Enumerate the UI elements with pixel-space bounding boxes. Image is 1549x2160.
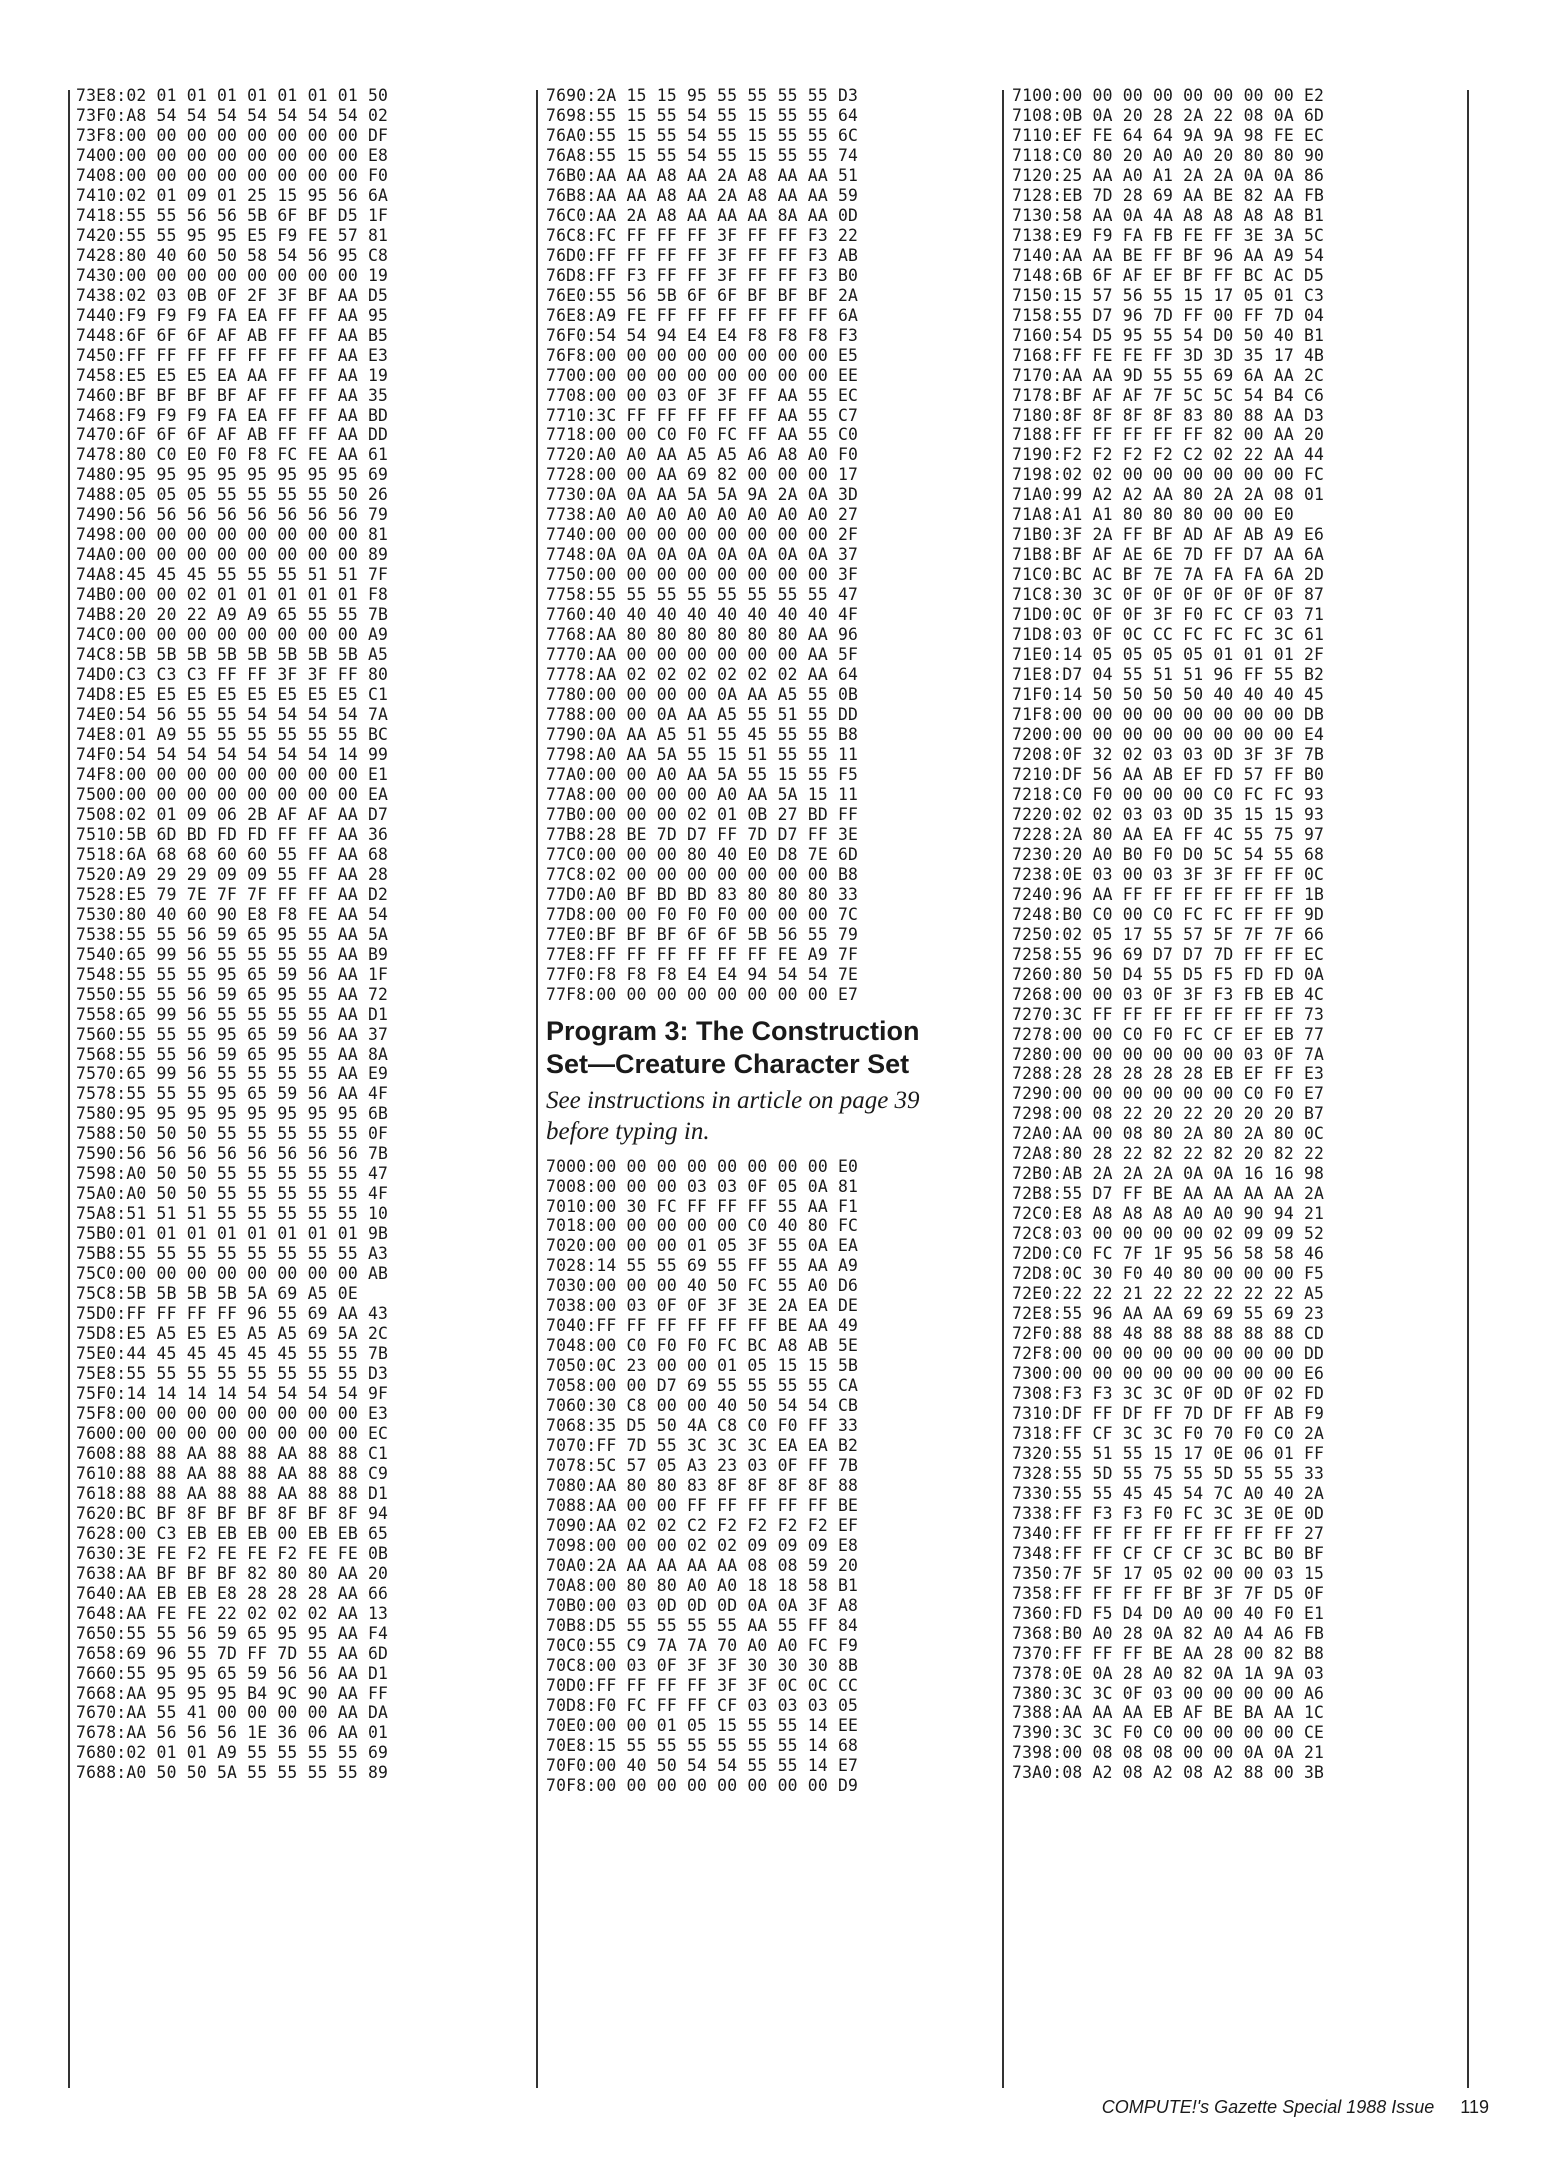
listing-line: 7430:00 00 00 00 00 00 00 00 19 (76, 265, 389, 285)
listing-line: 70D0:FF FF FF FF 3F 3F 0C 0C CC (546, 1675, 859, 1695)
listing-line: 7250:02 05 17 55 57 5F 7F 7F 66 (1012, 924, 1325, 944)
listing-line: 7078:5C 57 05 A3 23 03 0F FF 7B (546, 1456, 859, 1476)
listing-line: 75E0:44 45 45 45 45 45 55 55 7B (76, 1344, 389, 1364)
listing-line: 7498:00 00 00 00 00 00 00 00 81 (76, 525, 389, 545)
listing-line: 7050:0C 23 00 00 01 05 15 15 5B (546, 1356, 859, 1376)
listing-line: 75B8:55 55 55 55 55 55 55 55 A3 (76, 1244, 389, 1264)
listing-line: 7490:56 56 56 56 56 56 56 56 79 (76, 505, 389, 525)
listing-line: 7708:00 00 03 0F 3F FF AA 55 EC (546, 385, 859, 405)
column-rule-1 (536, 90, 538, 2088)
listing-line: 70D8:F0 FC FF FF CF 03 03 03 05 (546, 1695, 859, 1715)
listing-line: 7398:00 08 08 08 00 00 0A 0A 21 (1012, 1743, 1325, 1763)
listing-line: 71C8:30 3C 0F 0F 0F 0F 0F 0F 87 (1012, 585, 1325, 605)
listing-line: 7538:55 55 56 59 65 95 55 AA 5A (76, 924, 389, 944)
listing-line: 7388:AA AA AA EB AF BE BA AA 1C (1012, 1703, 1325, 1723)
listing-line: 70C8:00 03 0F 3F 3F 30 30 30 8B (546, 1655, 859, 1675)
listing-line: 7138:E9 F9 FA FB FE FF 3E 3A 5C (1012, 225, 1325, 245)
listing-line: 7590:56 56 56 56 56 56 56 56 7B (76, 1144, 389, 1164)
listing-line: 7588:50 50 50 55 55 55 55 55 0F (76, 1124, 389, 1144)
listing-line: 7738:A0 A0 A0 A0 A0 A0 A0 A0 27 (546, 505, 859, 525)
listing-line: 74F0:54 54 54 54 54 54 54 14 99 (76, 744, 389, 764)
program-title-line2: Set—Creature Character Set (546, 1048, 910, 1079)
listing-line: 7170:AA AA 9D 55 55 69 6A AA 2C (1012, 365, 1325, 385)
listing-line: 7328:55 5D 55 75 55 5D 55 55 33 (1012, 1463, 1325, 1483)
listing-line: 77D0:A0 BF BD BD 83 80 80 80 33 (546, 884, 859, 904)
listing-line: 7348:FF FF CF CF CF 3C BC B0 BF (1012, 1543, 1325, 1563)
listing-line: 7508:02 01 09 06 2B AF AF AA D7 (76, 804, 389, 824)
page-number: 119 (1460, 2097, 1489, 2117)
listing-line: 7530:80 40 60 90 E8 F8 FE AA 54 (76, 904, 389, 924)
listing-line: 76A8:55 15 55 54 55 15 55 55 74 (546, 145, 859, 165)
listing-line: 77C8:02 00 00 00 00 00 00 00 B8 (546, 864, 859, 884)
listing-line: 7650:55 55 56 59 65 95 95 AA F4 (76, 1623, 389, 1643)
listing-line: 7740:00 00 00 00 00 00 00 00 2F (546, 525, 859, 545)
listing-line: 7698:55 15 55 54 55 15 55 55 64 (546, 105, 859, 125)
listing-line: 7718:00 00 C0 F0 FC FF AA 55 C0 (546, 425, 859, 445)
listing-line: 77D8:00 00 F0 F0 F0 00 00 00 7C (546, 904, 859, 924)
listing-line: 7408:00 00 00 00 00 00 00 00 F0 (76, 165, 389, 185)
listing-line: 7240:96 AA FF FF FF FF FF FF 1B (1012, 884, 1325, 904)
magazine-title: COMPUTE!'s Gazette Special 1988 Issue (1101, 2097, 1435, 2117)
listing-line: 7420:55 55 95 95 E5 F9 FE 57 81 (76, 225, 389, 245)
listing-line: 7720:A0 A0 AA A5 A5 A6 A8 A0 F0 (546, 445, 859, 465)
listing-line: 7338:FF F3 F3 F0 FC 3C 3E 0E 0D (1012, 1503, 1325, 1523)
listing-line: 7570:65 99 56 55 55 55 55 AA E9 (76, 1064, 389, 1084)
listing-line: 7730:0A 0A AA 5A 5A 9A 2A 0A 3D (546, 485, 859, 505)
listing-line: 7220:02 02 03 03 0D 35 15 15 93 (1012, 804, 1325, 824)
listing-line: 7748:0A 0A 0A 0A 0A 0A 0A 0A 37 (546, 545, 859, 565)
listing-line: 7640:AA EB EB E8 28 28 28 AA 66 (76, 1583, 389, 1603)
listing-line: 7760:40 40 40 40 40 40 40 40 4F (546, 605, 859, 625)
listing-line: 7350:7F 5F 17 05 02 00 00 03 15 (1012, 1563, 1325, 1583)
listing-line: 7700:00 00 00 00 00 00 00 00 EE (546, 365, 859, 385)
listing-line: 7258:55 96 69 D7 D7 7D FF FF EC (1012, 944, 1325, 964)
listing-line: 7610:88 88 AA 88 88 AA 88 88 C9 (76, 1463, 389, 1483)
listing-line: 7300:00 00 00 00 00 00 00 00 E6 (1012, 1364, 1325, 1383)
listing-line: 7678:AA 56 56 56 1E 36 06 AA 01 (76, 1723, 389, 1743)
listing-line: 7480:95 95 95 95 95 95 95 95 69 (76, 465, 389, 485)
listing-line: 7340:FF FF FF FF FF FF FF FF 27 (1012, 1523, 1325, 1543)
listing-line: 7768:AA 80 80 80 80 80 80 AA 96 (546, 625, 859, 645)
listing-line: 70F0:00 40 50 54 54 55 55 14 E7 (546, 1755, 859, 1775)
listing-line: 7658:69 96 55 7D FF 7D 55 AA 6D (76, 1643, 389, 1663)
listing-line: 72F8:00 00 00 00 00 00 00 00 DD (1012, 1344, 1325, 1364)
listing-line: 7798:A0 AA 5A 55 15 51 55 55 11 (546, 744, 859, 764)
listing-line: 7040:FF FF FF FF FF FF BE AA 49 (546, 1316, 859, 1336)
listing-line: 74D8:E5 E5 E5 E5 E5 E5 E5 E5 C1 (76, 685, 389, 705)
listing-line: 7758:55 55 55 55 55 55 55 55 47 (546, 585, 859, 605)
listing-line: 77F8:00 00 00 00 00 00 00 00 E7 (546, 984, 859, 1004)
listing-line: 77B8:28 BE 7D D7 FF 7D D7 FF 3E (546, 824, 859, 844)
listing-line: 72F0:88 88 48 88 88 88 88 88 CD (1012, 1324, 1325, 1344)
listing-line: 7380:3C 3C 0F 03 00 00 00 00 A6 (1012, 1683, 1325, 1703)
listing-line: 7390:3C 3C F0 C0 00 00 00 00 CE (1012, 1723, 1325, 1743)
listing-line: 7418:55 55 56 56 5B 6F BF D5 1F (76, 205, 389, 225)
listing-line: 72E8:55 96 AA AA 69 69 55 69 23 (1012, 1304, 1325, 1324)
listing-line: 7058:00 00 D7 69 55 55 55 55 CA (546, 1376, 859, 1396)
listing-line: 7218:C0 F0 00 00 00 C0 FC FC 93 (1012, 784, 1325, 804)
listing-line: 7550:55 55 56 59 65 95 55 AA 72 (76, 984, 389, 1004)
listing-line: 7648:AA FE FE 22 02 02 02 AA 13 (76, 1603, 389, 1623)
program-title (546, 1015, 986, 1048)
listing-line: 7470:6F 6F 6F AF AB FF FF AA DD (76, 425, 389, 445)
listing-line: 70F8:00 00 00 00 00 00 00 00 D9 (546, 1775, 859, 1795)
listing-line: 72A8:80 28 22 82 22 82 20 82 22 (1012, 1144, 1325, 1164)
listing-line: 73F0:A8 54 54 54 54 54 54 54 02 (76, 105, 389, 125)
listing-line: 7598:A0 50 50 55 55 55 55 55 47 (76, 1164, 389, 1184)
listing-line: 7140:AA AA BE FF BF 96 AA A9 54 (1012, 245, 1325, 265)
listing-line: 7778:AA 02 02 02 02 02 02 AA 64 (546, 665, 859, 685)
listing-line: 7148:6B 6F AF EF BF FF BC AC D5 (1012, 265, 1325, 285)
listing-line: 7440:F9 F9 F9 FA EA FF FF AA 95 (76, 305, 389, 325)
listing-line: 7008:00 00 00 03 03 0F 05 0A 81 (546, 1176, 859, 1196)
listing-line: 7628:00 C3 EB EB EB 00 EB EB 65 (76, 1523, 389, 1543)
listing-line: 75A8:51 51 51 55 55 55 55 55 10 (76, 1204, 389, 1224)
listing-line: 7438:02 03 0B 0F 2F 3F BF AA D5 (76, 285, 389, 305)
listing-line: 7160:54 D5 95 55 54 D0 50 40 B1 (1012, 325, 1325, 345)
listing-line: 7368:B0 A0 28 0A 82 A0 A4 A6 FB (1012, 1623, 1325, 1643)
listing-line: 7630:3E FE F2 FE FE F2 FE FE 0B (76, 1543, 389, 1563)
listing-line: 74B8:20 20 22 A9 A9 65 55 55 7B (76, 605, 389, 625)
listing-line: 7000:00 00 00 00 00 00 00 00 E0 (546, 1156, 859, 1176)
listing-line: 7520:A9 29 29 09 09 55 FF AA 28 (76, 864, 389, 884)
listing-line: 7238:0E 03 00 03 3F 3F FF FF 0C (1012, 864, 1325, 884)
listing-line: 74E0:54 56 55 55 54 54 54 54 7A (76, 705, 389, 725)
listing-line: 71C0:BC AC BF 7E 7A FA FA 6A 2D (1012, 565, 1325, 585)
listing-line: 7228:2A 80 AA EA FF 4C 55 75 97 (1012, 824, 1325, 844)
listing-line: 7670:AA 55 41 00 00 00 00 AA DA (76, 1703, 389, 1723)
listing-line: 71A0:99 A2 A2 AA 80 2A 2A 08 01 (1012, 485, 1325, 505)
listing-line: 76E0:55 56 5B 6F 6F BF BF BF 2A (546, 285, 859, 305)
listing-line: 7210:DF 56 AA AB EF FD 57 FF B0 (1012, 764, 1325, 784)
listing-line: 7080:AA 80 80 83 8F 8F 8F 8F 88 (546, 1476, 859, 1496)
listing-line: 76C8:FC FF FF FF 3F FF FF F3 22 (546, 225, 859, 245)
listing-line: 7060:30 C8 00 00 40 50 54 54 CB (546, 1396, 859, 1416)
listing-line: 7540:65 99 56 55 55 55 55 AA B9 (76, 944, 389, 964)
listing-line: 7450:FF FF FF FF FF FF FF AA E3 (76, 345, 389, 365)
listing-line: 74B0:00 00 02 01 01 01 01 01 F8 (76, 585, 389, 605)
listing-line: 76B0:AA AA A8 AA 2A A8 AA AA 51 (546, 165, 859, 185)
listing-line: 7038:00 03 0F 0F 3F 3E 2A EA DE (546, 1296, 859, 1316)
listing-line: 75D0:FF FF FF FF 96 55 69 AA 43 (76, 1304, 389, 1324)
listing-line: 7458:E5 E5 E5 EA AA FF FF AA 19 (76, 365, 389, 385)
column-rule-left (68, 90, 70, 2088)
listing-line: 7560:55 55 55 95 65 59 56 AA 37 (76, 1024, 389, 1044)
listing-column-2 (546, 86, 986, 1796)
listing-line: 7278:00 00 C0 F0 FC CF EF EB 77 (1012, 1024, 1325, 1044)
listing-line: 7070:FF 7D 55 3C 3C 3C EA EA B2 (546, 1436, 859, 1456)
listing-line: 7638:AA BF BF BF 82 80 80 AA 20 (76, 1563, 389, 1583)
listing-line: 7378:0E 0A 28 A0 82 0A 1A 9A 03 (1012, 1663, 1325, 1683)
listing-line: 7100:00 00 00 00 00 00 00 00 E2 (1012, 86, 1325, 105)
listing-line: 7510:5B 6D BD FD FD FF FF AA 36 (76, 824, 389, 844)
listing-line: 77B0:00 00 00 02 01 0B 27 BD FF (546, 804, 859, 824)
listing-line: 74A0:00 00 00 00 00 00 00 00 89 (76, 545, 389, 565)
listing-line: 70E8:15 55 55 55 55 55 55 14 68 (546, 1735, 859, 1755)
listing-line: 7018:00 00 00 00 00 C0 40 80 FC (546, 1216, 859, 1236)
listing-line: 76F0:54 54 94 E4 E4 F8 F8 F8 F3 (546, 325, 859, 345)
listing-line: 71E8:D7 04 55 51 51 96 FF 55 B2 (1012, 665, 1325, 685)
listing-line: 70A0:2A AA AA AA AA 08 08 59 20 (546, 1555, 859, 1575)
listing-line: 7428:80 40 60 50 58 54 56 95 C8 (76, 245, 389, 265)
column-rule-right (1467, 90, 1469, 2088)
listing-line: 71F8:00 00 00 00 00 00 00 00 DB (1012, 705, 1325, 725)
listing-line: 7600:00 00 00 00 00 00 00 00 EC (76, 1423, 389, 1443)
listing-line: 7710:3C FF FF FF FF FF AA 55 C7 (546, 405, 859, 425)
listing-line: 77F0:F8 F8 F8 E4 E4 94 54 54 7E (546, 964, 859, 984)
listing-line: 7188:FF FF FF FF FF 82 00 AA 20 (1012, 425, 1325, 445)
listing-line: 75F0:14 14 14 14 54 54 54 54 9F (76, 1383, 389, 1403)
listing-line: 7410:02 01 09 01 25 15 95 56 6A (76, 185, 389, 205)
listing-line: 7290:00 00 00 00 00 00 C0 F0 E7 (1012, 1084, 1325, 1104)
listing-line: 7230:20 A0 B0 F0 D0 5C 54 55 68 (1012, 844, 1325, 864)
listing-line: 7168:FF FE FE FF 3D 3D 35 17 4B (1012, 345, 1325, 365)
listing-line: 75A0:A0 50 50 55 55 55 55 55 4F (76, 1184, 389, 1204)
listing-line: 7200:00 00 00 00 00 00 00 00 E4 (1012, 725, 1325, 744)
listing-line: 7330:55 55 45 45 54 7C A0 40 2A (1012, 1483, 1325, 1503)
listing-line: 7180:8F 8F 8F 8F 83 80 88 AA D3 (1012, 405, 1325, 425)
listing-line: 7048:00 C0 F0 F0 FC BC A8 AB 5E (546, 1336, 859, 1356)
listing-line: 7518:6A 68 68 60 60 55 FF AA 68 (76, 844, 389, 864)
listing-line: 74D0:C3 C3 C3 FF FF 3F 3F FF 80 (76, 665, 389, 685)
listing-line: 7280:00 00 00 00 00 00 03 0F 7A (1012, 1044, 1325, 1064)
listing-line: 7010:00 30 FC FF FF FF 55 AA F1 (546, 1196, 859, 1216)
listing-line: 7448:6F 6F 6F AF AB FF FF AA B5 (76, 325, 389, 345)
listing-line: 7568:55 55 56 59 65 95 55 AA 8A (76, 1044, 389, 1064)
listing-line: 7308:F3 F3 3C 3C 0F 0D 0F 02 FD (1012, 1383, 1325, 1403)
listing-line: 7118:C0 80 20 A0 A0 20 80 80 90 (1012, 145, 1325, 165)
listing-line: 75C8:5B 5B 5B 5B 5A 69 A5 0E (76, 1284, 358, 1304)
listing-line: 7580:95 95 95 95 95 95 95 95 6B (76, 1104, 389, 1124)
listing-column-3 (1012, 86, 1452, 1783)
listing-line: 7400:00 00 00 00 00 00 00 00 E8 (76, 145, 389, 165)
listing-line: 7608:88 88 AA 88 88 AA 88 88 C1 (76, 1443, 389, 1463)
listing-line: 7690:2A 15 15 95 55 55 55 55 D3 (546, 86, 859, 105)
listing-line: 7068:35 D5 50 4A C8 C0 F0 FF 33 (546, 1416, 859, 1436)
listing-line: 71E0:14 05 05 05 05 01 01 01 2F (1012, 645, 1325, 665)
listing-line: 72D0:C0 FC 7F 1F 95 56 58 58 46 (1012, 1244, 1325, 1264)
listing-line: 7788:00 00 0A AA A5 55 51 55 DD (546, 705, 859, 725)
listing-line: 7358:FF FF FF FF BF 3F 7F D5 0F (1012, 1583, 1325, 1603)
listing-line: 74F8:00 00 00 00 00 00 00 00 E1 (76, 764, 389, 784)
listing-line: 77A0:00 00 A0 AA 5A 55 15 55 F5 (546, 764, 859, 784)
listing-line: 7310:DF FF DF FF 7D DF FF AB F9 (1012, 1403, 1325, 1423)
listing-line: 73F8:00 00 00 00 00 00 00 00 DF (76, 125, 389, 145)
listing-line: 7548:55 55 55 95 65 59 56 AA 1F (76, 964, 389, 984)
listing-line: 7208:0F 32 02 03 03 0D 3F 3F 7B (1012, 744, 1325, 764)
listing-line: 75B0:01 01 01 01 01 01 01 01 9B (76, 1224, 389, 1244)
listing-line: 74E8:01 A9 55 55 55 55 55 55 BC (76, 725, 389, 744)
listing-line: 70A8:00 80 80 A0 A0 18 18 58 B1 (546, 1575, 859, 1595)
listing-line: 76D8:FF F3 FF FF 3F FF FF F3 B0 (546, 265, 859, 285)
listing-lines-col2 (546, 86, 986, 1005)
listing-line: 7488:05 05 05 55 55 55 55 50 26 (76, 485, 389, 505)
listing-line: 7158:55 D7 96 7D FF 00 FF 7D 04 (1012, 305, 1325, 325)
listing-line: 7130:58 AA 0A 4A A8 A8 A8 A8 B1 (1012, 205, 1325, 225)
listing-line: 7268:00 00 03 0F 3F F3 FB EB 4C (1012, 984, 1325, 1004)
page-footer (1102, 2097, 1489, 2118)
listing-line: 77E8:FF FF FF FF FF FF FE A9 7F (546, 944, 859, 964)
listing-line: 76F8:00 00 00 00 00 00 00 00 E5 (546, 345, 859, 365)
listing-line: 70B0:00 03 0D 0D 0D 0A 0A 3F A8 (546, 1595, 859, 1615)
listing-line: 7030:00 00 00 40 50 FC 55 A0 D6 (546, 1276, 859, 1296)
listing-line: 7370:FF FF FF BE AA 28 00 82 B8 (1012, 1643, 1325, 1663)
listing-line: 7770:AA 00 00 00 00 00 00 AA 5F (546, 645, 859, 665)
listing-line: 76E8:A9 FE FF FF FF FF FF FF 6A (546, 305, 859, 325)
listing-line: 7528:E5 79 7E 7F 7F FF FF AA D2 (76, 884, 389, 904)
listing-line: 72D8:0C 30 F0 40 80 00 00 00 F5 (1012, 1264, 1325, 1284)
listing-line: 7288:28 28 28 28 28 EB EF FF E3 (1012, 1064, 1325, 1084)
listing-line: 7178:BF AF AF 7F 5C 5C 54 B4 C6 (1012, 385, 1325, 405)
listing-line: 7660:55 95 95 65 59 56 56 AA D1 (76, 1663, 389, 1683)
listing-line: 7360:FD F5 D4 D0 A0 00 40 F0 E1 (1012, 1603, 1325, 1623)
listing-line: 76C0:AA 2A A8 AA AA AA 8A AA 0D (546, 205, 859, 225)
listing-line: 70C0:55 C9 7A 7A 70 A0 A0 FC F9 (546, 1635, 859, 1655)
listing-line: 7090:AA 02 02 C2 F2 F2 F2 F2 EF (546, 1516, 859, 1535)
listing-line: 71F0:14 50 50 50 50 40 40 40 45 (1012, 685, 1325, 705)
listing-line: 74C0:00 00 00 00 00 00 00 00 A9 (76, 625, 389, 645)
listing-line: 7478:80 C0 E0 F0 F8 FC FE AA 61 (76, 445, 389, 465)
listing-line: 7248:B0 C0 00 C0 FC FC FF FF 9D (1012, 904, 1325, 924)
listing-line: 71B8:BF AF AE 6E 7D FF D7 AA 6A (1012, 545, 1325, 565)
listing-line: 7108:0B 0A 20 28 2A 22 08 0A 6D (1012, 105, 1325, 125)
listing-line: 7620:BC BF 8F BF BF 8F BF 8F 94 (76, 1503, 389, 1523)
program-title-line1: The Construction (688, 1015, 920, 1046)
listing-lines-col2b (546, 1157, 986, 1796)
listing-line: 71A8:A1 A1 80 80 80 00 00 E0 (1012, 505, 1294, 525)
listing-line: 7098:00 00 00 02 02 09 09 09 E8 (546, 1535, 859, 1555)
listing-line: 74C8:5B 5B 5B 5B 5B 5B 5B 5B A5 (76, 645, 389, 665)
listing-column-1 (76, 86, 516, 1783)
listing-line: 71D8:03 0F 0C CC FC FC FC 3C 61 (1012, 625, 1325, 645)
listing-line: 7468:F9 F9 F9 FA EA FF FF AA BD (76, 405, 389, 425)
listing-line: 7028:14 55 55 69 55 FF 55 AA A9 (546, 1256, 859, 1276)
listing-line: 74A8:45 45 45 55 55 55 51 51 7F (76, 565, 389, 585)
listing-line: 7460:BF BF BF BF AF FF FF AA 35 (76, 385, 389, 405)
listing-line: 7668:AA 95 95 95 B4 9C 90 AA FF (76, 1683, 389, 1703)
listing-lines-col1 (76, 86, 516, 1783)
listing-line: 75C0:00 00 00 00 00 00 00 00 AB (76, 1264, 389, 1284)
listing-line: 7198:02 02 00 00 00 00 00 00 FC (1012, 465, 1325, 485)
listing-line: 76A0:55 15 55 54 55 15 55 55 6C (546, 125, 859, 145)
listing-line: 7750:00 00 00 00 00 00 00 00 3F (546, 565, 859, 585)
listing-line: 70E0:00 00 01 05 15 55 55 14 EE (546, 1715, 859, 1735)
listing-line: 7680:02 01 01 A9 55 55 55 55 69 (76, 1743, 389, 1763)
listing-line: 7270:3C FF FF FF FF FF FF FF 73 (1012, 1004, 1325, 1024)
listing-line: 71B0:3F 2A FF BF AD AF AB A9 E6 (1012, 525, 1325, 545)
listing-line: 7688:A0 50 50 5A 55 55 55 55 89 (76, 1763, 389, 1783)
listing-line: 7150:15 57 56 55 15 17 05 01 C3 (1012, 285, 1325, 305)
typing-instructions: See instructions in article on page 39 before typing in. (546, 1086, 920, 1145)
listing-line: 7088:AA 00 00 FF FF FF FF FF BE (546, 1496, 859, 1516)
listing-line: 7298:00 08 22 20 22 20 20 20 B7 (1012, 1104, 1325, 1124)
listing-line: 7578:55 55 55 95 65 59 56 AA 4F (76, 1084, 389, 1104)
listing-line: 77C0:00 00 00 80 40 E0 D8 7E 6D (546, 844, 859, 864)
listing-line: 77E0:BF BF BF 6F 6F 5B 56 55 79 (546, 924, 859, 944)
listing-line: 76B8:AA AA A8 AA 2A A8 AA AA 59 (546, 185, 859, 205)
listing-line: 7618:88 88 AA 88 88 AA 88 88 D1 (76, 1483, 389, 1503)
listing-line: 76D0:FF FF FF FF 3F FF FF F3 AB (546, 245, 859, 265)
listing-line: 7190:F2 F2 F2 F2 C2 02 22 AA 44 (1012, 445, 1325, 465)
listing-line: 72C0:E8 A8 A8 A8 A0 A0 90 94 21 (1012, 1204, 1325, 1224)
listing-line: 72B0:AB 2A 2A 2A 0A 0A 16 16 98 (1012, 1164, 1325, 1184)
program-heading (546, 1015, 986, 1147)
program-number: Program 3: (546, 1015, 689, 1046)
listing-line: 7110:EF FE 64 64 9A 9A 98 FE EC (1012, 125, 1325, 145)
listing-line: 75F8:00 00 00 00 00 00 00 00 E3 (76, 1403, 389, 1423)
listing-line: 7120:25 AA A0 A1 2A 2A 0A 0A 86 (1012, 165, 1325, 185)
listing-line: 73E8:02 01 01 01 01 01 01 01 50 (76, 86, 389, 105)
listing-line: 7780:00 00 00 00 0A AA A5 55 0B (546, 685, 859, 705)
listing-line: 7318:FF CF 3C 3C F0 70 F0 C0 2A (1012, 1423, 1325, 1443)
listing-line: 7128:EB 7D 28 69 AA BE 82 AA FB (1012, 185, 1325, 205)
listing-line: 7500:00 00 00 00 00 00 00 00 EA (76, 784, 389, 804)
listing-line: 72B8:55 D7 FF BE AA AA AA AA 2A (1012, 1184, 1325, 1204)
listing-line: 7558:65 99 56 55 55 55 55 AA D1 (76, 1004, 389, 1024)
listing-line: 75D8:E5 A5 E5 E5 A5 A5 69 5A 2C (76, 1324, 389, 1344)
listing-line: 70B8:D5 55 55 55 55 AA 55 FF 84 (546, 1615, 859, 1635)
listing-line: 7260:80 50 D4 55 D5 F5 FD FD 0A (1012, 964, 1325, 984)
listing-line: 71D0:0C 0F 0F 3F F0 FC CF 03 71 (1012, 605, 1325, 625)
listing-lines-col3 (1012, 86, 1452, 1783)
listing-line: 7728:00 00 AA 69 82 00 00 00 17 (546, 465, 859, 485)
listing-line: 72E0:22 22 21 22 22 22 22 22 A5 (1012, 1284, 1325, 1304)
listing-line: 7020:00 00 00 01 05 3F 55 0A EA (546, 1236, 859, 1256)
listing-line: 72C8:03 00 00 00 00 02 09 09 52 (1012, 1224, 1325, 1244)
listing-line: 73A0:08 A2 08 A2 08 A2 88 00 3B (1012, 1763, 1325, 1783)
column-rule-2 (1002, 90, 1004, 2088)
listing-line: 75E8:55 55 55 55 55 55 55 55 D3 (76, 1364, 389, 1383)
listing-line: 77A8:00 00 00 00 A0 AA 5A 15 11 (546, 784, 859, 804)
listing-line: 7320:55 51 55 15 17 0E 06 01 FF (1012, 1443, 1325, 1463)
listing-line: 72A0:AA 00 08 80 2A 80 2A 80 0C (1012, 1124, 1325, 1144)
listing-line: 7790:0A AA A5 51 55 45 55 55 B8 (546, 725, 859, 744)
